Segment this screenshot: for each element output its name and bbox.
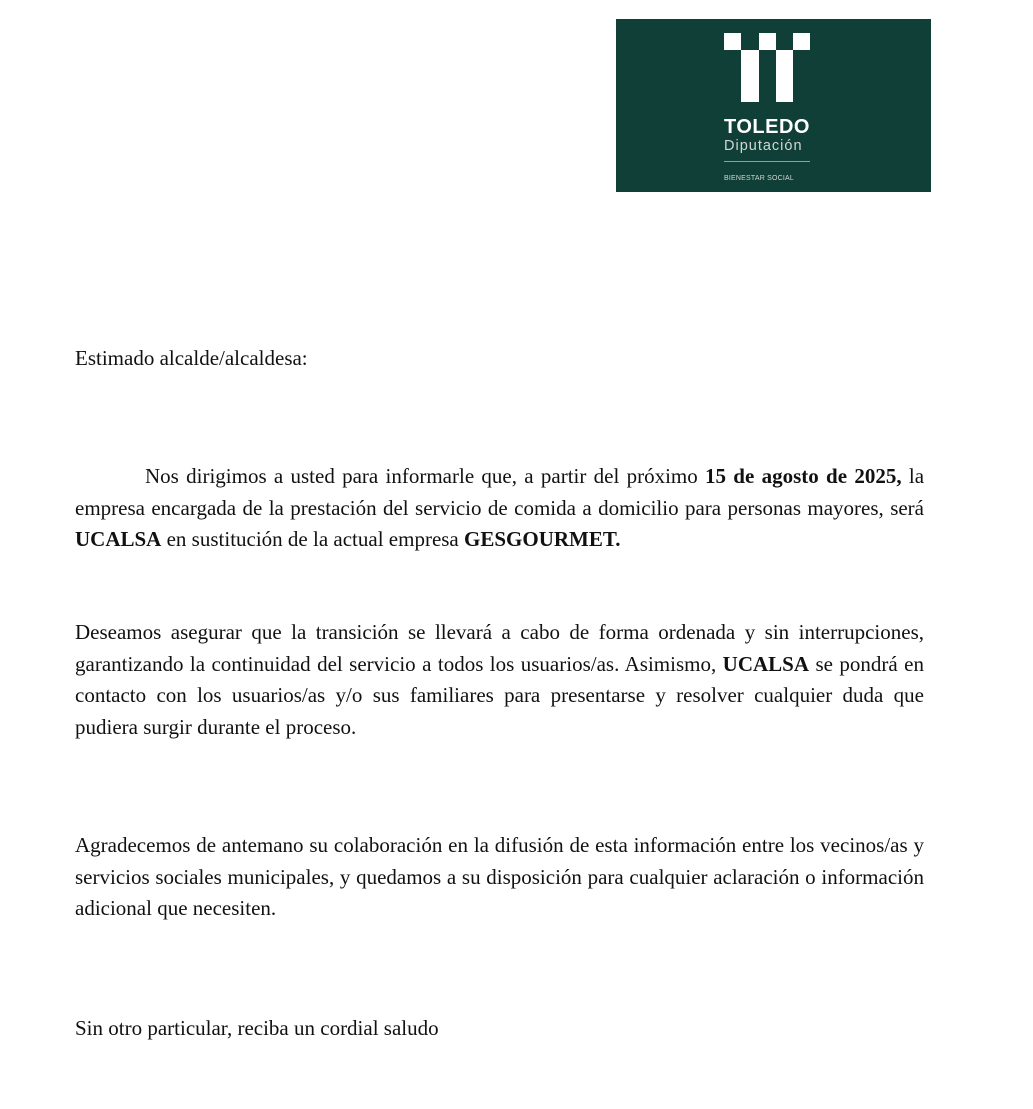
diputacion-toledo-logo	[616, 19, 931, 192]
closing-text: Sin otro particular, reciba un cordial saludo	[75, 1016, 439, 1040]
p1-old-company: GESGOURMET.	[464, 527, 621, 551]
p1-text-2: la empresa encargada de la prestación del servicio de comida a domicilio para personas mayores, será	[75, 464, 925, 520]
toledo-towers-emblem-icon	[616, 19, 931, 192]
logo-divider	[724, 161, 810, 162]
letter-closing	[75, 1013, 924, 1045]
p2-company: UCALSA	[722, 651, 810, 676]
letter-paragraph-2	[75, 617, 924, 743]
p3-text: Agradecemos de antemano su colaboración en la difusión de esta información entre los vecinos/as y servicios sociales municipales, y quedamos a su disposición para cualquier aclaración o información adicional que necesiten.	[75, 833, 924, 920]
letter-greeting	[75, 343, 924, 375]
letter-paragraph-3	[75, 830, 924, 925]
p1-new-company: UCALSA	[75, 527, 162, 551]
logo-subtitle: Diputación	[724, 138, 803, 154]
logo-brand: TOLEDO	[724, 116, 810, 138]
letter-paragraph-1	[75, 461, 924, 556]
logo-department: BIENESTAR SOCIAL	[724, 175, 794, 182]
greeting-text: Estimado alcalde/alcaldesa:	[75, 346, 308, 370]
p1-date: 15 de agosto de 2025,	[705, 464, 902, 488]
p2-text-2: se pondrá en contacto con los usuarios/as y/o sus familiares para presentarse y resolver cualquier duda que pudiera surgir durante el proceso.	[75, 651, 924, 739]
p1-text-1: Nos dirigimos a usted para informarle que, a partir del próximo	[145, 464, 706, 488]
p2-text-1: Deseamos asegurar que la transición se llevará a cabo de forma ordenada y sin interrupciones, garantizando la continuidad del servicio a todos los usuarios/as. Asimismo,	[75, 620, 924, 676]
p1-text-3: en sustitución de la actual empresa	[161, 527, 465, 551]
